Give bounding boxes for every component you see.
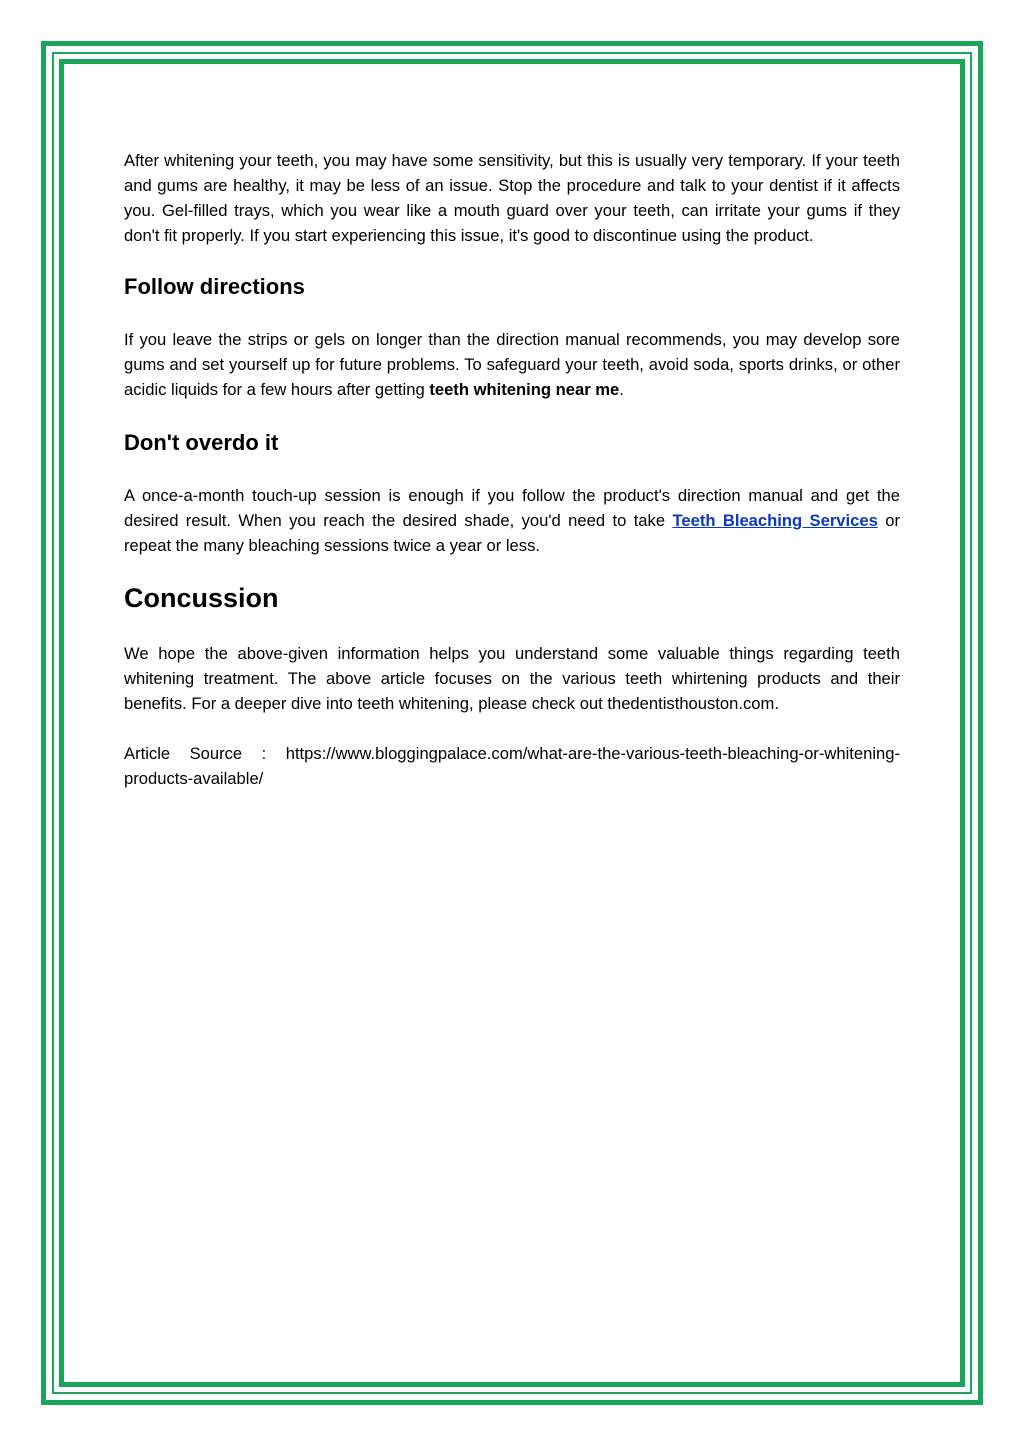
paragraph-follow-directions: [124, 327, 900, 402]
heading-conclusion: Concussion: [124, 583, 279, 613]
teeth-bleaching-services-link[interactable]: Teeth Bleaching Services: [672, 511, 878, 530]
overdo-text-before: A once-a-month touch-up session is enough if you follow the product's direction manual and get the desired result. When you reach the desired shade, you'd need to take: [124, 486, 900, 530]
paragraph-conclusion: We hope the above-given information helps you understand some valuable things regarding teeth whitening treatment. The above article focuses on the various teeth whirtening products and their benefits. For a deeper dive into teeth whitening, please check out thedentisthouston.com.: [124, 644, 900, 713]
article-source: Article Source : https://www.bloggingpalace.com/what-are-the-various-teeth-bleaching-or-whitening-products-available/: [124, 744, 900, 788]
follow-text-after: .: [619, 380, 624, 399]
follow-text-before: If you leave the strips or gels on longer than the direction manual recommends, you may develop sore gums and set yourself up for future problems. To safeguard your teeth, avoid soda, sports drinks, or other acidic liquids for a few hours after getting: [124, 330, 900, 399]
overdo-text-after: or repeat the many bleaching sessions twice a year or less.: [124, 511, 900, 555]
paragraph-dont-overdo-it: [124, 483, 900, 558]
follow-bold-keyword: teeth whitening near me: [429, 380, 620, 399]
heading-dont-overdo-it: Don't overdo it: [124, 430, 279, 455]
heading-follow-directions: Follow directions: [124, 274, 305, 299]
paragraph-sensitivity: After whitening your teeth, you may have some sensitivity, but this is usually very temporary. If your teeth and gums are healthy, it may be less of an issue. Stop the procedure and talk to your dentist if it affects you. Gel-filled trays, which you wear like a mouth guard over your teeth, can irritate your gums if they don't fit properly. If you start experiencing this issue, it's good to discontinue using the product.: [124, 151, 900, 245]
document-body: [124, 148, 900, 791]
